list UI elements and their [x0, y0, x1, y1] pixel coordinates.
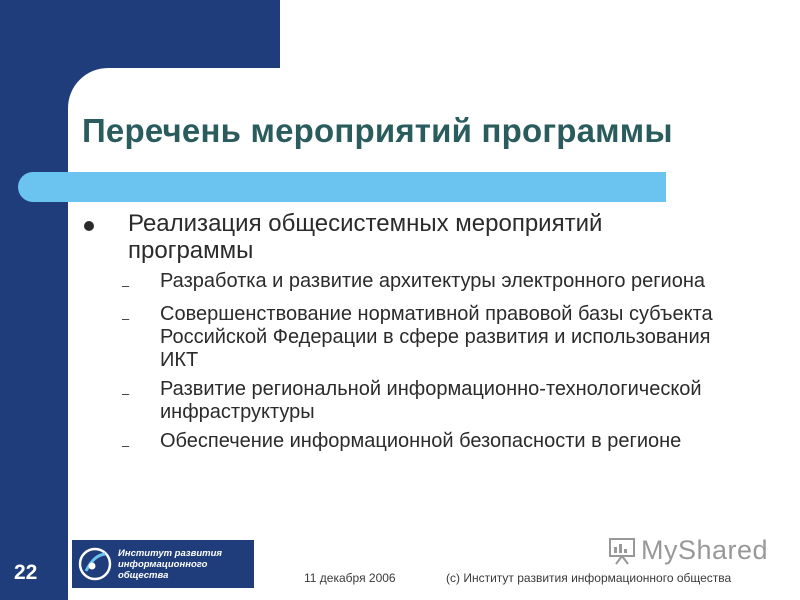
- dash-icon: –: [122, 386, 130, 401]
- watermark-text: MyShared: [641, 535, 769, 565]
- left-decor-band: [0, 0, 68, 600]
- bullet-dot-icon: [84, 221, 94, 231]
- logo-text: [118, 548, 248, 581]
- sub-bullet-item: [82, 303, 742, 372]
- slide-title: Перечень мероприятий программы: [82, 112, 673, 149]
- sub-bullet-item: [82, 430, 742, 457]
- dash-icon: –: [122, 278, 130, 293]
- main-bullet-text: Реализация общесистемных мероприятий программы: [128, 210, 603, 264]
- slide-content: [82, 210, 742, 463]
- footer-date: 11 декабря 2006: [304, 571, 396, 585]
- globe-emblem-icon: [78, 547, 112, 581]
- sub-bullet-text: Обеспечение информационной безопасности в регионе: [160, 430, 682, 452]
- logo-line-2: информационного общества: [118, 558, 208, 581]
- sub-bullet-item: [82, 378, 742, 424]
- corner-curve-decor: [68, 68, 108, 108]
- sub-bullet-text: Совершенствование нормативной правовой базы субъекта Российской Федерации в сфере развития и использования ИКТ: [160, 303, 713, 371]
- sub-bullet-list: [82, 270, 742, 457]
- sub-bullet-text: Развитие региональной информационно-технологической инфраструктуры: [160, 378, 702, 423]
- sub-bullet-item: [82, 270, 742, 297]
- footer-copyright: (c) Институт развития информационного общества: [446, 571, 732, 585]
- myshared-watermark: [607, 535, 768, 566]
- sub-bullet-text: Разработка и развитие архитектуры электронного региона: [160, 270, 706, 292]
- title-accent-bar: [18, 172, 666, 202]
- slide-number: 22: [14, 561, 38, 584]
- top-decor-band: [0, 0, 280, 68]
- logo-line-1: Институт развития: [118, 547, 223, 559]
- main-bullet-item: [82, 210, 742, 264]
- presentation-board-icon: [607, 536, 637, 566]
- dash-icon: –: [122, 438, 130, 453]
- institute-logo: [72, 540, 254, 588]
- dash-icon: –: [122, 311, 130, 326]
